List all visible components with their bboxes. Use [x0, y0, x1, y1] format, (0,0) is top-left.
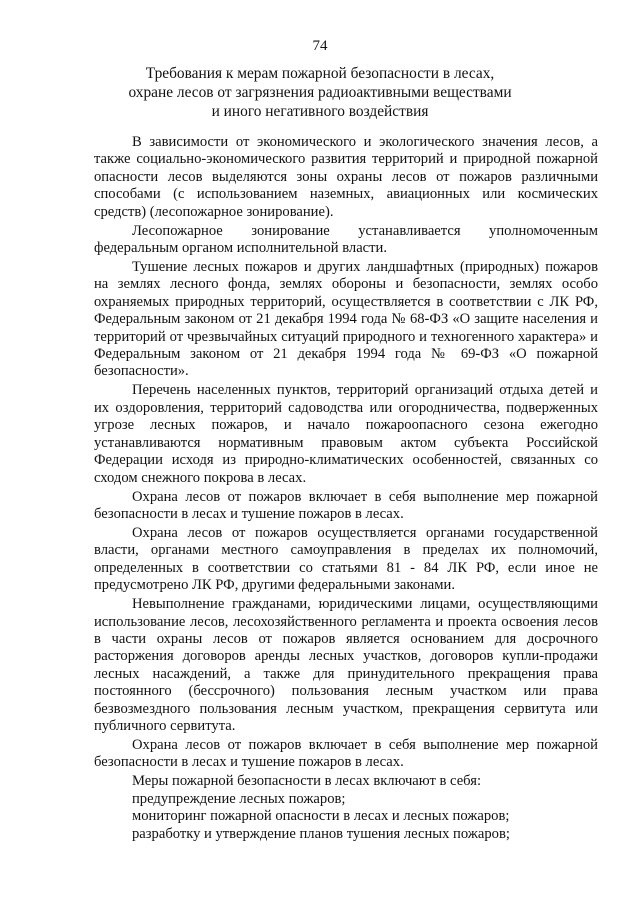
- heading-line: Требования к мерам пожарной безопасности в лесах,: [145, 65, 495, 82]
- paragraph: Охрана лесов от пожаров включает в себя выполнение мер пожарной безопасности в лесах и тушение пожаров в лесах.: [94, 736, 598, 771]
- page-number: 74: [312, 38, 328, 54]
- paragraph: Лесопожарное зонирование устанавливается уполномоченным федеральным органом исполнительной власти.: [94, 222, 598, 257]
- list-intro: Меры пожарной безопасности в лесах включают в себя:: [132, 773, 481, 790]
- paragraph: Охрана лесов от пожаров включает в себя выполнение мер пожарной безопасности в лесах и тушение пожаров в лесах.: [94, 488, 598, 522]
- paragraph: В зависимости от экономического и экологического значения лесов, а также социально-экономического развития территорий и природной пожарной опасности лесов выделяются зоны охраны лесов от пожаров различными способами (с использованием наземных, авиационных или космических средств) (лесопожарное зонирование).: [94, 134, 598, 220]
- paragraph: Перечень населенных пунктов, территорий организаций отдыха детей и их оздоровления, территорий садоводства или огородничества, подверженных угрозе лесных пожаров, и начало пожароопасного сезона ежегодно устанавливаются нормативным правовым актом субъекта Российской Федерации исходя из природно-климатических особенностей, связанных со сходом снежного покрова в лесах.: [94, 382, 598, 486]
- section-heading: [60, 64, 580, 121]
- paragraph: Невыполнение гражданами, юридическими лицами, осуществляющими использование лесов, лесохозяйственного регламента и проекта освоения лесов в части охраны лесов от пожаров является основанием для досрочного расторжения договоров аренды лесных участков, договоров купли-продажи лесных насаждений, а также для принудительного прекращения права постоянного (бессрочного) пользования лесным участком или права безвозмездного пользования лесным участком, прекращения сервитута или публичного сервитута.: [94, 596, 598, 734]
- list-item: предупреждение лесных пожаров;: [132, 790, 346, 807]
- list-item: мониторинг пожарной опасности в лесах и лесных пожаров;: [132, 808, 510, 825]
- paragraph: Охрана лесов от пожаров осуществляется органами государственной власти, органами местного самоуправления в пределах их полномочий, определенных в соответствии со статьями 81 - 84 ЛК РФ, если иное не предусмотрено ЛК РФ, другими федеральными законами.: [94, 524, 598, 594]
- list-item: разработку и утверждение планов тушения лесных пожаров;: [132, 825, 510, 842]
- paragraph: Тушение лесных пожаров и других ландшафтных (природных) пожаров на землях лесного фонда, землях обороны и безопасности, землях особо охраняемых природных территорий, осуществляется в соответствии с ЛК РФ, Федеральным законом от 21 декабря 1994 года № 68-ФЗ «О защите населения и территорий от чрезвычайных ситуаций природного и техногенного характера» и Федеральным законом от 21 декабря 1994 года № 69-ФЗ «О пожарной безопасности».: [94, 259, 598, 380]
- heading-line: и иного негативного воздействия: [211, 103, 429, 120]
- document-body: [94, 134, 598, 843]
- heading-line: охране лесов от загрязнения радиоактивными веществами: [128, 84, 512, 101]
